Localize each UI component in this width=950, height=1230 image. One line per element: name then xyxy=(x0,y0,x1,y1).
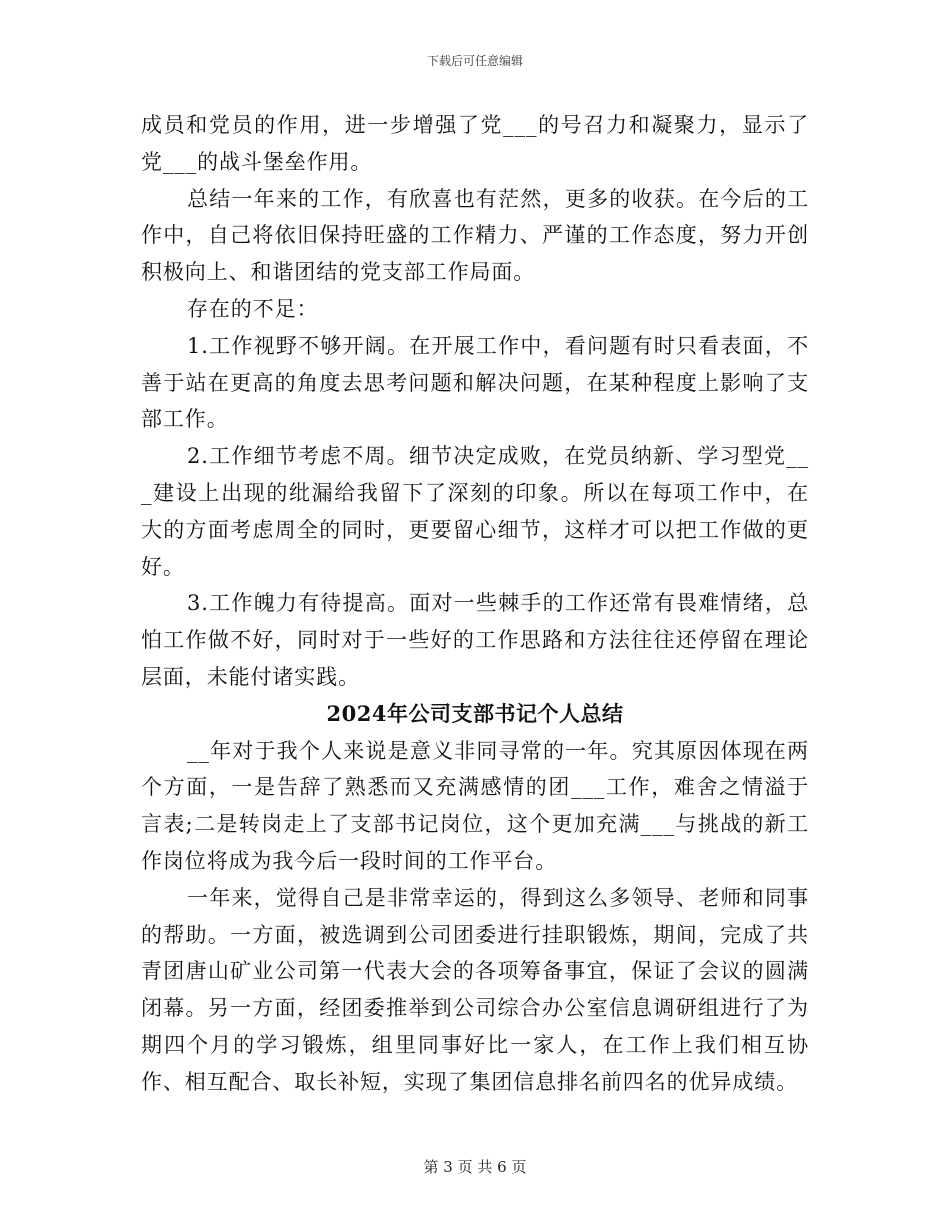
paragraph-summary: 总结一年来的工作，有欣喜也有茫然，更多的收获。在今后的工作中，自己将依旧保持旺盛的工作精力、严谨的工作态度，努力开创积极向上、和谐团结的党支部工作局面。 xyxy=(141,186,809,285)
paragraph-continuation: 成员和党员的作用，进一步增强了党___的号召力和凝聚力，显示了党___的战斗堡垒作用。 xyxy=(141,113,809,174)
section-title: 2024年公司支部书记个人总结 xyxy=(326,700,624,726)
paragraph-shortcoming-1: 1.工作视野不够开阔。在开展工作中，看问题有时只看表面，不善于站在更高的角度去思考问题和解决问题，在某种程度上影响了支部工作。 xyxy=(141,333,809,432)
paragraph-shortcoming-3: 3.工作魄力有待提高。面对一些棘手的工作还常有畏难情绪，总怕工作做不好，同时对于一些好的工作思路和方法往往还停留在理论层面，未能付诸实践。 xyxy=(141,591,809,689)
document-body xyxy=(141,107,809,1101)
paragraph-shortcomings-heading: 存在的不足： xyxy=(187,296,319,321)
paragraph-year-details: 一年来，觉得自己是非常幸运的，得到这么多领导、老师和同事的帮助。一方面，被选调到公司团委进行挂职锻炼，期间，完成了共青团唐山矿业公司第一代表大会的各项筹备事宜，保证了会议的圆满闭幕。另一方面，经团委推举到公司综合办公室信息调研组进行了为期四个月的学习锻炼，组里同事好比一家人，在工作上我们相互协作、相互配合、取长补短，实现了集团信息排名前四名的优异成绩。 xyxy=(141,885,809,1094)
header-note: 下载后可任意编辑 xyxy=(426,54,523,68)
page-number: 第 3 页 共 6 页 xyxy=(423,1158,527,1176)
paragraph-year-overview: __年对于我个人来说是意义非同寻常的一年。究其原因体现在两个方面，一是告辞了熟悉而又充满感情的团___工作，难舍之情溢于言表;二是转岗走上了支部书记岗位，这个更加充满___与挑战的新工作岗位将成为我今后一段时间的工作平台。 xyxy=(141,738,809,873)
paragraph-shortcoming-2: 2.工作细节考虑不周。细节决定成败，在党员纳新、学习型党___建设上出现的纰漏给我留下了深刻的印象。所以在每项工作中，在大的方面考虑周全的同时，更要留心细节，这样才可以把工作做的更好。 xyxy=(141,444,809,579)
